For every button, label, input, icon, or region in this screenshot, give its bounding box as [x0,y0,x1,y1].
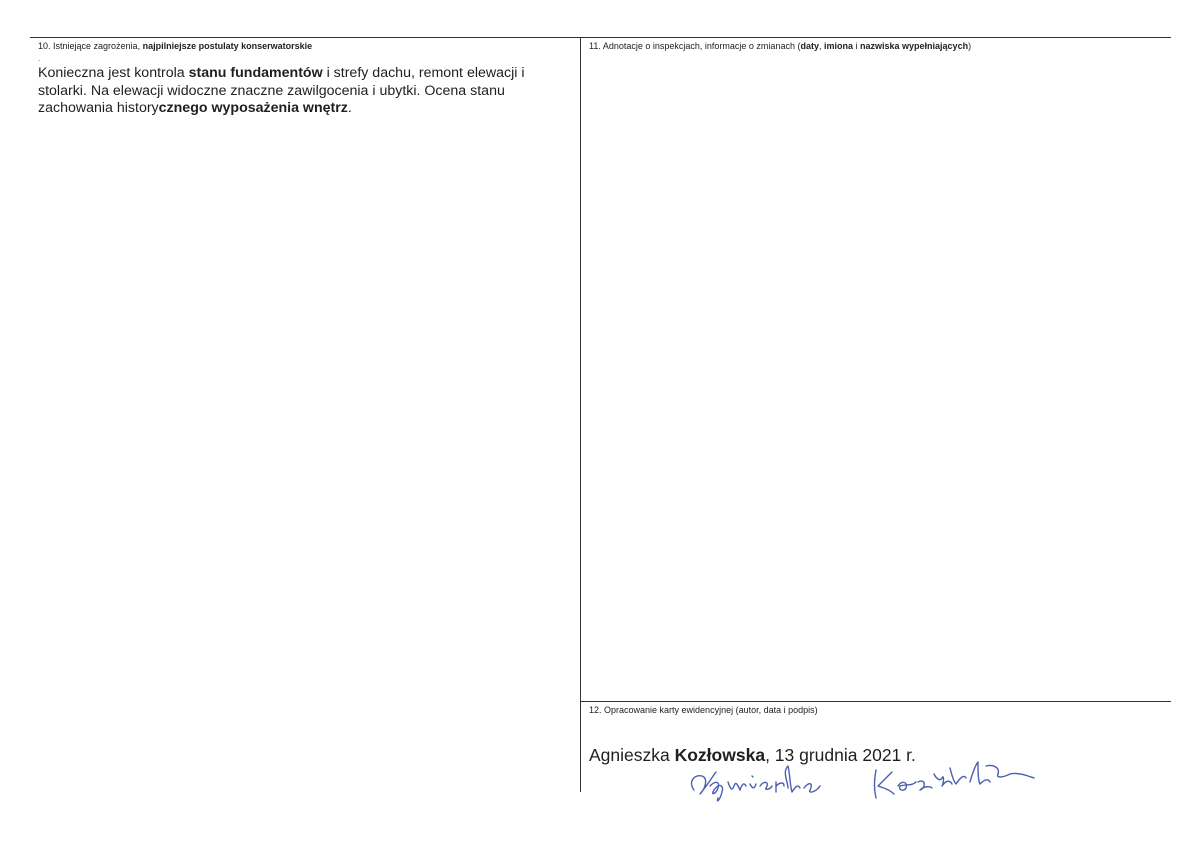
signature [680,752,1040,814]
section-12-rule [580,701,1171,702]
section-10-label: 10. Istniejące zagrożenia, najpilniejsze postulaty konserwatorskie [38,41,313,51]
column-divider [580,37,581,792]
section-10-body: Konieczna jest kontrola stanu fundamentów i strefy dachu, remont elewacji i stolarki. Na elewacji widoczne znaczne zawilgocenia i ubytki. Ocena stanu zachowania historycznego wyposażenia wnętrz. [38,65,525,116]
section-11-label: 11. Adnotacje o inspekcjach, informacje o zmianach (daty, imiona i nazwiska wypełniających) [589,41,972,51]
section-10-marker: . [38,54,41,63]
author-line: Agnieszka Kozłowska, 13 grudnia 2021 r. [589,745,916,765]
top-rule [30,37,1171,38]
section-12-label: 12. Opracowanie karty ewidencyjnej (autor, data i podpis) [589,705,818,715]
